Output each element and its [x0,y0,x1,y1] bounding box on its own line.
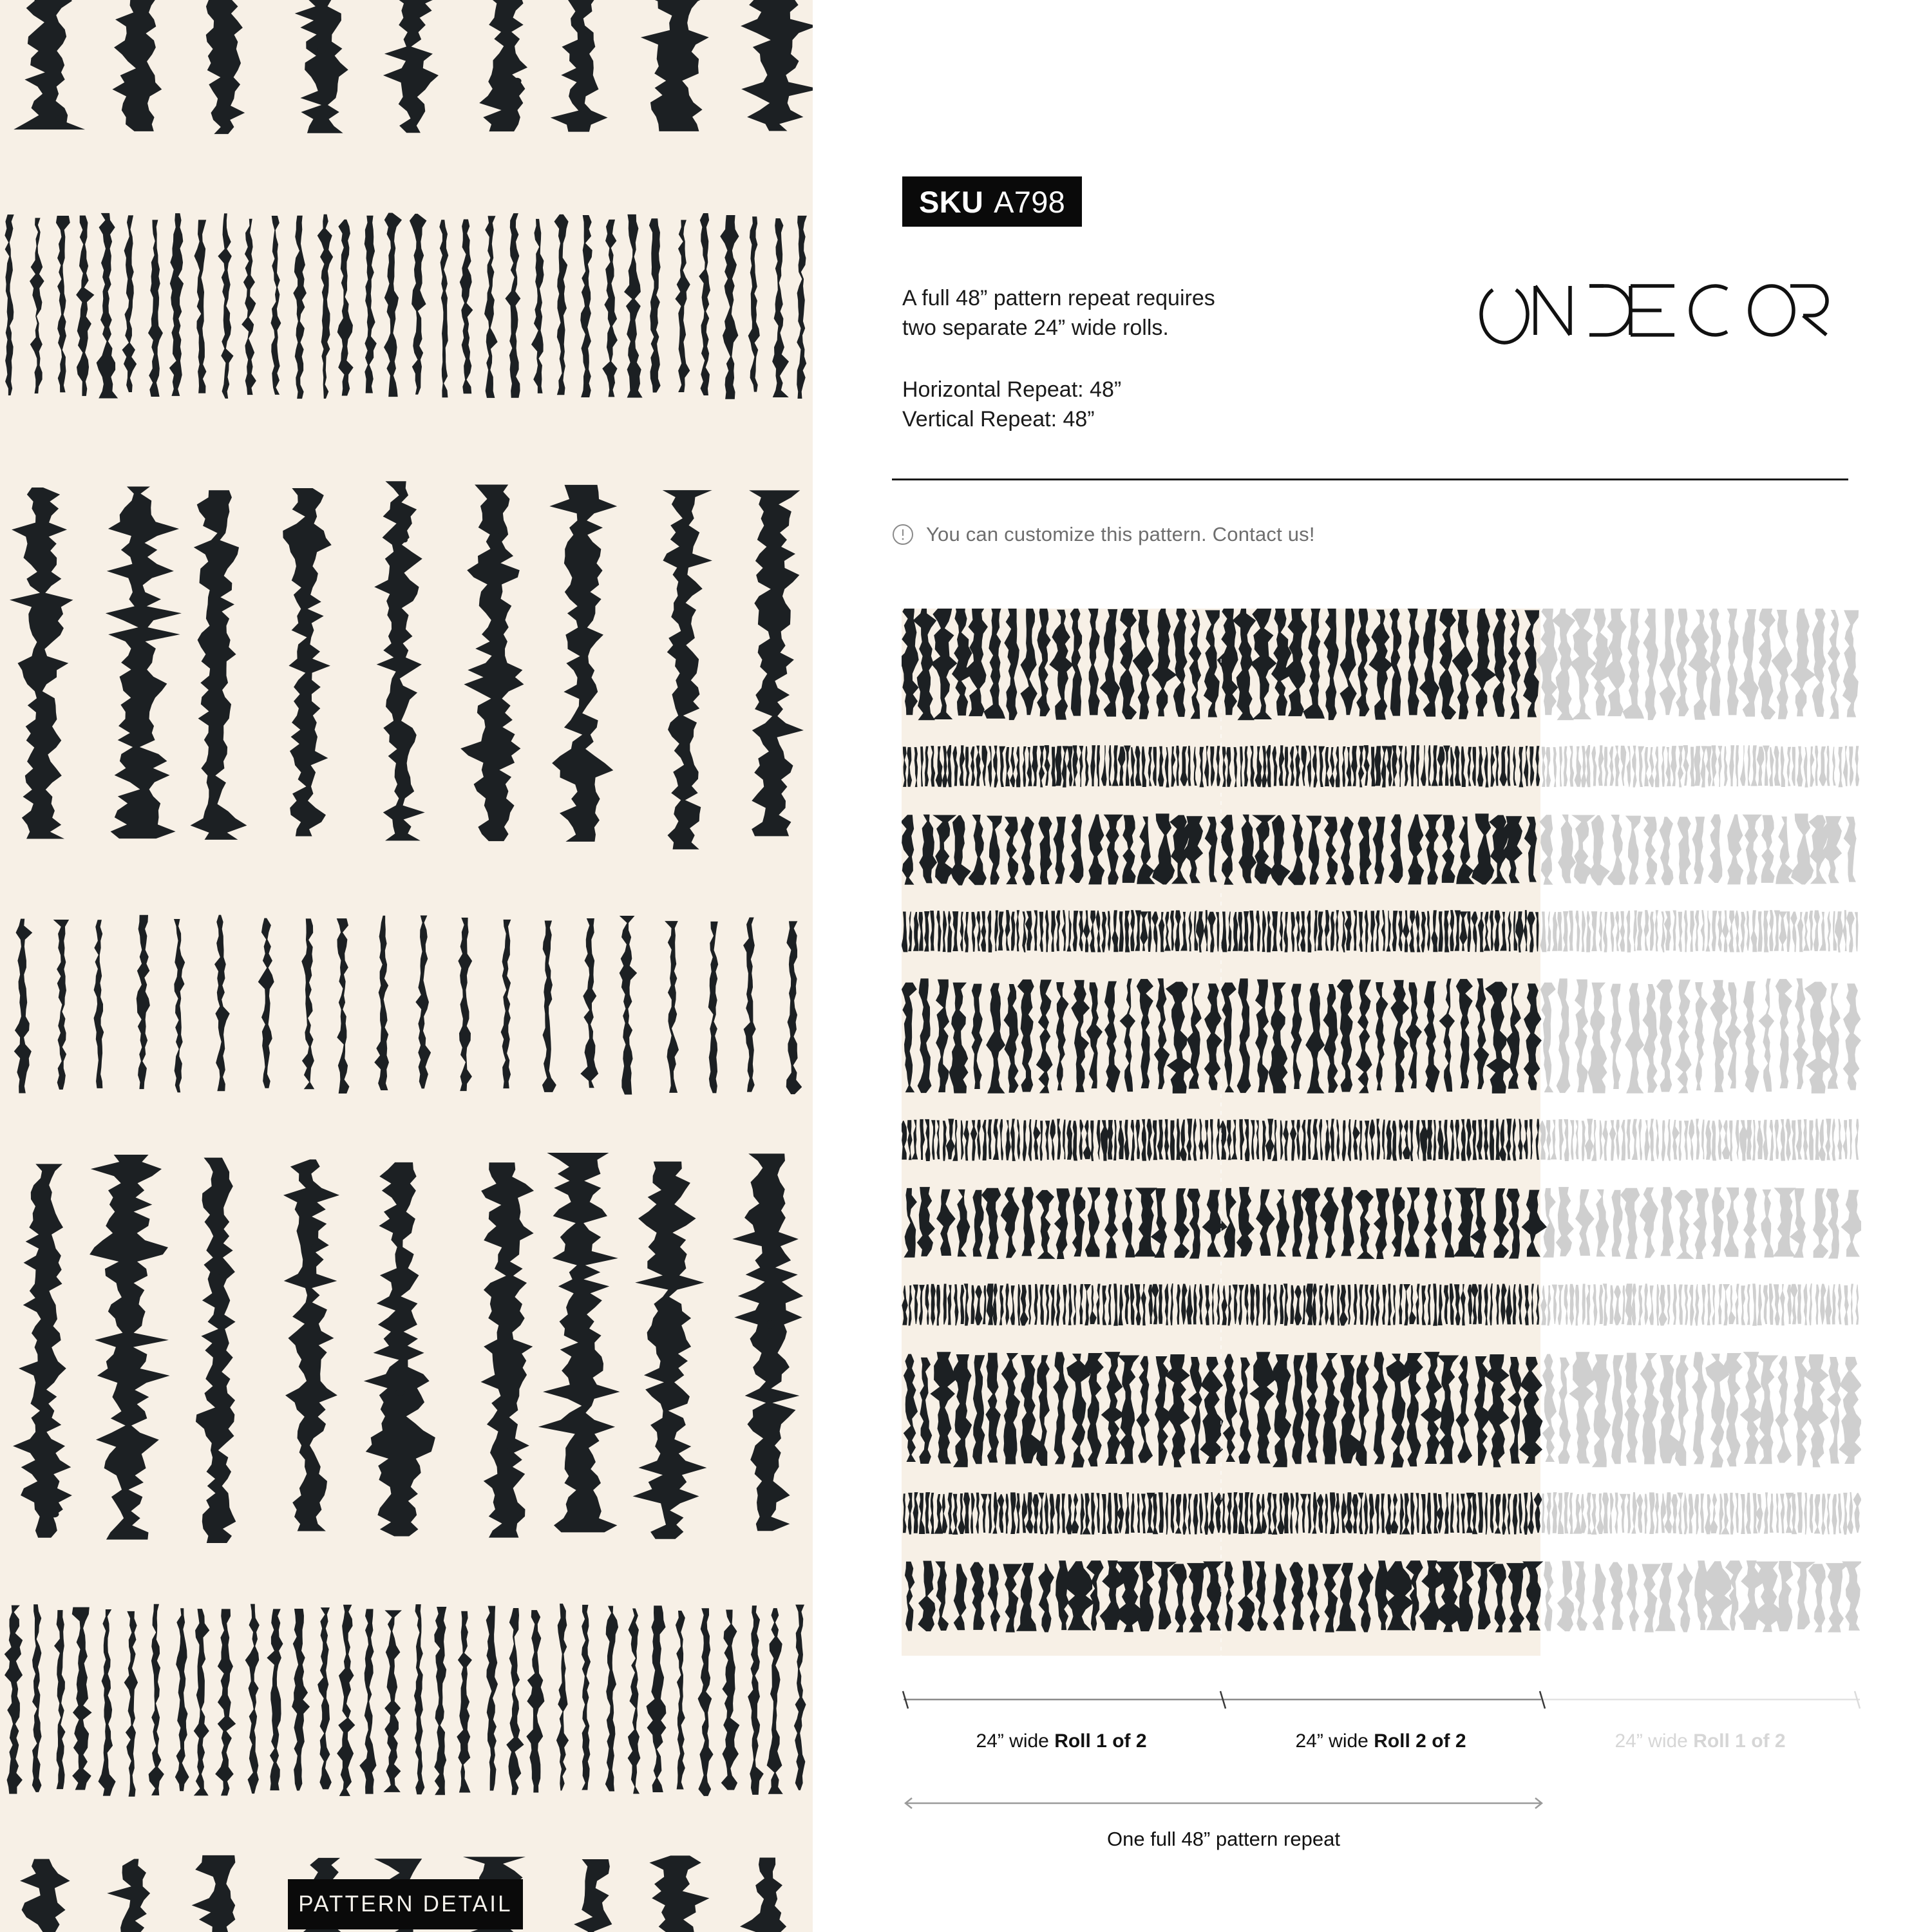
roll-1-name: Roll 1 of 2 [1054,1730,1147,1752]
roll-3-width: 24” wide [1615,1730,1694,1752]
roll-scale-rule [902,1690,1861,1716]
roll-label-1 [902,1730,1221,1752]
sku-label: SKU [919,184,984,219]
ondecor-logo-mark [1468,269,1842,346]
roll-3-name: Roll 1 of 2 [1693,1730,1786,1752]
roll-1-width: 24” wide [976,1730,1055,1752]
pattern-repeat-preview [902,609,1861,1656]
roll-2-width: 24” wide [1295,1730,1374,1752]
horizontal-repeat: Horizontal Repeat: 48” [902,377,1122,402]
description-line-1: A full 48” pattern repeat requires [902,286,1215,310]
section-divider [892,478,1848,480]
description-block [902,283,1392,343]
roll-label-3 [1540,1730,1860,1752]
customize-notice-text: You can customize this pattern. Contact us! [926,523,1315,545]
pattern-repeat-artwork [902,609,1861,1656]
pattern-detail-badge [288,1879,523,1929]
sku-code: A798 [994,184,1066,219]
description-line-2: two separate 24” wide rolls. [902,316,1169,340]
pattern-detail-panel [0,0,813,1932]
info-circle-icon [892,524,914,545]
roll-scale [902,1690,1861,1774]
product-info-column [813,0,1932,1932]
roll-2-name: Roll 2 of 2 [1374,1730,1466,1752]
ondecor-logo [1468,269,1842,346]
repeat-info-block [902,375,1392,434]
vertical-repeat: Vertical Repeat: 48” [902,407,1095,431]
full-repeat-label: One full 48” pattern repeat [1107,1828,1340,1850]
roll-label-2 [1221,1730,1540,1752]
full-repeat-arrow [902,1792,1546,1815]
full-repeat-dimension [902,1792,1546,1869]
pattern-detail-artwork [0,0,813,1932]
pattern-detail-label: PATTERN DETAIL [298,1891,513,1917]
sku-badge [902,176,1082,227]
customize-notice[interactable] [892,523,1315,546]
